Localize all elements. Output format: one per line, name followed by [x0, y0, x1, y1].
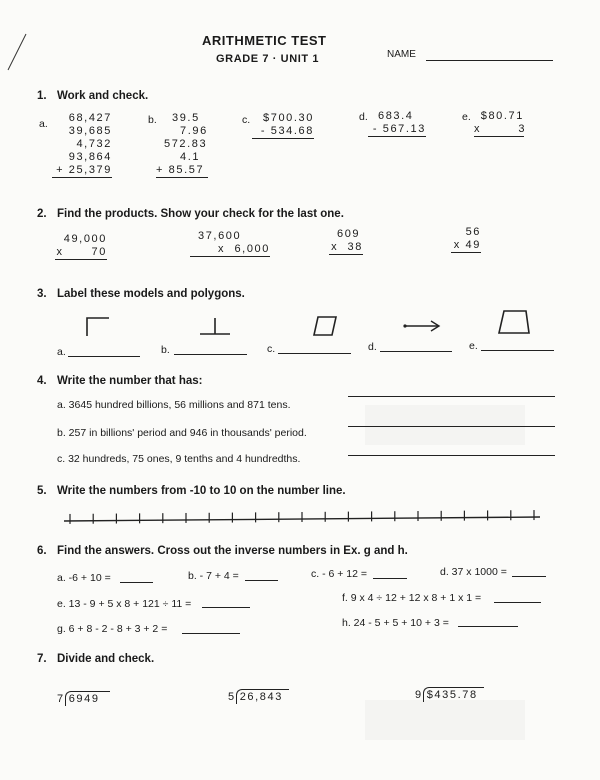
scan-shadow	[365, 700, 525, 740]
q3e-label: e.	[469, 340, 478, 352]
q7a-divisor: 7	[57, 693, 65, 705]
q1e-line: x 3	[474, 123, 527, 135]
q1a-line: + 25,379	[52, 164, 112, 178]
q3b-label: b.	[161, 344, 170, 356]
q3-prompt: Label these models and polygons.	[57, 288, 245, 300]
q1c-line: $700.30	[263, 112, 314, 124]
q1b-problem	[156, 112, 208, 178]
q7a-problem	[57, 689, 110, 707]
q3a-answer-blank[interactable]	[68, 356, 140, 357]
q2d-line: 56	[465, 226, 481, 238]
q6d-item: d. 37 x 1000 =	[440, 566, 507, 578]
page-subtitle: GRADE 7 · UNIT 1	[216, 53, 320, 65]
scan-shadow	[365, 405, 525, 445]
q3c-answer-blank[interactable]	[278, 353, 351, 354]
q1b-line: + 85.57	[156, 164, 208, 178]
q7c-dividend: $435.78	[423, 687, 484, 702]
perpendicular-model-icon	[198, 316, 232, 338]
q4b-item: b. 257 in billions' period and 946 in thousands' period.	[57, 427, 307, 439]
parallelogram-icon	[312, 314, 338, 338]
q7a-dividend: 6949	[65, 691, 110, 706]
q6a-answer-blank[interactable]	[120, 582, 153, 583]
q2b-line: 37,600	[198, 230, 242, 242]
q1e-label: e.	[462, 111, 471, 123]
right-angle-model-icon	[85, 316, 115, 338]
q7b-divisor: 5	[228, 691, 236, 703]
number-line-ticks	[70, 510, 534, 524]
q2d-line: x 49	[451, 239, 481, 253]
q1-prompt: Work and check.	[57, 90, 149, 102]
q6h-item: h. 24 - 5 + 5 + 10 + 3 =	[342, 617, 449, 629]
q2c-line: 609	[337, 228, 361, 240]
q4-number: 4.	[37, 375, 47, 387]
q2-prompt: Find the products. Show your check for the last one.	[57, 208, 344, 220]
q3e-answer-blank[interactable]	[481, 350, 554, 351]
name-label: NAME	[387, 49, 416, 60]
q3d-label: d.	[368, 341, 377, 353]
q3b-answer-blank[interactable]	[174, 354, 247, 355]
q6c-answer-blank[interactable]	[373, 578, 407, 579]
q4b-answer-blank[interactable]	[348, 426, 555, 427]
q2c-problem	[329, 228, 363, 255]
q2a-line: 49,000	[63, 233, 107, 245]
q3c-label: c.	[267, 343, 276, 355]
q6f-item: f. 9 x 4 ÷ 12 + 12 x 8 + 1 x 1 =	[342, 592, 482, 604]
name-field[interactable]	[426, 60, 553, 61]
q7b-dividend: 26,843	[236, 689, 289, 704]
q1a-line: 4,732	[76, 138, 112, 150]
q3-number: 3.	[37, 288, 47, 300]
page-title: ARITHMETIC TEST	[202, 33, 327, 48]
q7-number: 7.	[37, 653, 47, 665]
q1e-problem	[474, 110, 527, 137]
q6f-answer-blank[interactable]	[494, 602, 541, 603]
q1a-line: 93,864	[68, 151, 112, 163]
q1b-line: 572.83	[164, 138, 208, 150]
q2b-line: x 6,000	[190, 243, 270, 257]
q1b-line: 4.1	[180, 151, 201, 163]
q1-number: 1.	[37, 90, 47, 102]
q5-prompt: Write the numbers from -10 to 10 on the number line.	[57, 485, 346, 497]
q2b-problem	[190, 230, 270, 257]
q4c-item: c. 32 hundreds, 75 ones, 9 tenths and 4 hundredths.	[57, 453, 301, 465]
q1b-line: 7.96	[180, 125, 208, 137]
q2a-problem	[55, 233, 107, 260]
q1d-label: d.	[359, 111, 368, 123]
q6-prompt: Find the answers. Cross out the inverse numbers in Ex. g and h.	[57, 545, 408, 557]
q2-number: 2.	[37, 208, 47, 220]
q1a-problem	[52, 112, 112, 178]
q1c-problem	[252, 112, 314, 139]
q1c-label: c.	[242, 114, 251, 126]
q6a-item: a. -6 + 10 =	[57, 572, 111, 584]
q1b-line: 39.5	[172, 112, 200, 124]
q1a-line: 68,427	[68, 112, 112, 124]
trapezoid-icon	[497, 309, 531, 335]
q6e-answer-blank[interactable]	[202, 607, 250, 608]
q6e-item: e. 13 - 9 + 5 x 8 + 121 ÷ 11 =	[57, 598, 192, 610]
q1d-line: 683.4	[378, 110, 414, 122]
q3d-answer-blank[interactable]	[380, 351, 452, 352]
q6g-answer-blank[interactable]	[182, 633, 240, 634]
q6b-answer-blank[interactable]	[245, 580, 278, 581]
q6d-answer-blank[interactable]	[512, 576, 546, 577]
q1d-problem	[368, 110, 426, 137]
q4a-item: a. 3645 hundred billions, 56 millions and 871 tens.	[57, 399, 291, 411]
q7-prompt: Divide and check.	[57, 653, 155, 665]
q5-number: 5.	[37, 485, 47, 497]
q1a-line: 39,685	[68, 125, 112, 137]
q1b-label: b.	[148, 114, 157, 126]
q7c-problem	[415, 685, 484, 703]
q1e-line: $80.71	[480, 110, 524, 122]
q6-number: 6.	[37, 545, 47, 557]
ray-arrow-icon	[402, 319, 442, 333]
q1a-label: a.	[39, 118, 48, 130]
q7c-divisor: 9	[415, 689, 423, 701]
q2c-line: x 38	[329, 241, 363, 255]
q1c-line: - 534.68	[252, 125, 314, 139]
q4-prompt: Write the number that has:	[57, 375, 203, 387]
q4c-answer-blank[interactable]	[348, 455, 555, 456]
number-line[interactable]	[62, 507, 544, 527]
q7b-problem	[228, 687, 289, 705]
q6c-item: c. - 6 + 12 =	[311, 568, 368, 580]
pen-mark	[6, 32, 28, 72]
q6b-item: b. - 7 + 4 =	[188, 570, 239, 582]
q2a-line: x 70	[56, 246, 107, 258]
q1d-line: - 567.13	[368, 123, 426, 137]
q6h-answer-blank[interactable]	[458, 626, 518, 627]
q4a-answer-blank[interactable]	[348, 396, 555, 397]
q3a-label: a.	[57, 346, 66, 358]
q2d-problem	[451, 226, 481, 253]
q6g-item: g. 6 + 8 - 2 - 8 + 3 + 2 =	[57, 623, 168, 635]
